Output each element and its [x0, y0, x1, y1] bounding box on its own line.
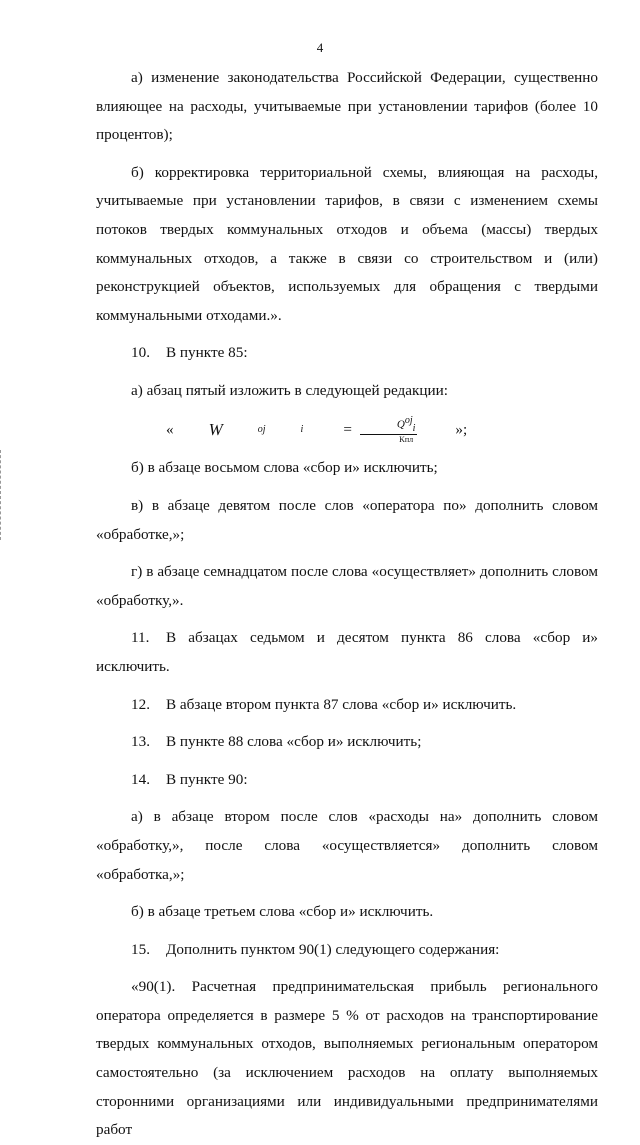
paragraph: б) в абзаце третьем слова «сбор и» исключить.	[131, 903, 434, 921]
numbered-paragraph	[96, 624, 598, 681]
paragraph: а) изменение законодательства Российской Федерации, существенно влияющее на расходы, учитываемые при установлении тарифов (более 10 процентов);	[96, 69, 598, 144]
item-number: 15.	[131, 940, 150, 958]
numbered-paragraph	[96, 728, 598, 757]
document-body	[96, 64, 598, 1145]
paragraph: а) в абзаце втором после слов «расходы на» дополнить словом «обработку,», после слова «осуществляется» дополнить словом «обработка,»;	[96, 808, 598, 883]
item-text: В пункте 88 слова «сбор и» исключить;	[166, 733, 422, 751]
item-text: Дополнить пунктом 90(1) следующего содержания:	[166, 940, 500, 958]
item-number: 13.	[131, 733, 150, 751]
item-text: В абзацах седьмом и десятом пункта 86 слова «сбор и» исключить.	[96, 629, 598, 675]
item-number: 10.	[131, 344, 150, 362]
item-number: 14.	[131, 770, 150, 788]
numbered-paragraph	[96, 339, 598, 368]
paragraph: б) корректировка территориальной схемы, влияющая на расходы, учитываемые при установлении тарифов, в связи с изменением схемы потоков твердых коммунальных отходов и объема (массы) твердых коммунальных отходов, а также в связи со строительством и (или) реконструкцией объектов, используемых для обращения с твердыми коммунальными отходами.».	[96, 163, 598, 324]
formula-lhs: W	[208, 419, 223, 439]
formula: « W oj i = $\frac{Q^{oj}_i}{\text{Kпл}}$ »;	[166, 414, 468, 445]
paragraph: в) в абзаце девятом после слов «оператора по» дополнить словом «обработке,»;	[96, 496, 598, 543]
item-text: В пункте 85:	[166, 344, 248, 362]
item-text: В пункте 90:	[166, 770, 248, 788]
page-number: 4	[316, 40, 324, 55]
paragraph: г) в абзаце семнадцатом после слова «осуществляет» дополнить словом «обработку,».	[96, 563, 598, 609]
numbered-paragraph	[96, 936, 598, 965]
numbered-paragraph	[96, 691, 598, 720]
item-number: 12.	[131, 695, 150, 713]
item-text: В абзаце втором пункта 87 слова «сбор и» исключить.	[166, 695, 517, 713]
numbered-paragraph	[96, 766, 598, 795]
item-number: 11.	[131, 629, 150, 647]
formula-equals: =	[343, 420, 352, 438]
paragraph: б) в абзаце восьмом слова «сбор и» исключить;	[131, 459, 438, 477]
scan-edge-mark	[0, 450, 4, 540]
formula-fraction: $\frac{Q^{oj}_i}{\text{Kпл}}$	[360, 415, 418, 446]
formula-line	[96, 415, 598, 446]
paragraph: а) абзац пятый изложить в следующей редакции:	[131, 381, 448, 399]
paragraph: «90(1). Расчетная предпринимательская прибыль регионального оператора определяется в размере 5 % от расходов на транспортирование твердых коммунальных отходов, выполняемых региональным оператором самостоятельно (за исключением расходов на оплату выполняемых сторонними организациями или индивидуальными предпринимателями работ	[96, 978, 598, 1139]
